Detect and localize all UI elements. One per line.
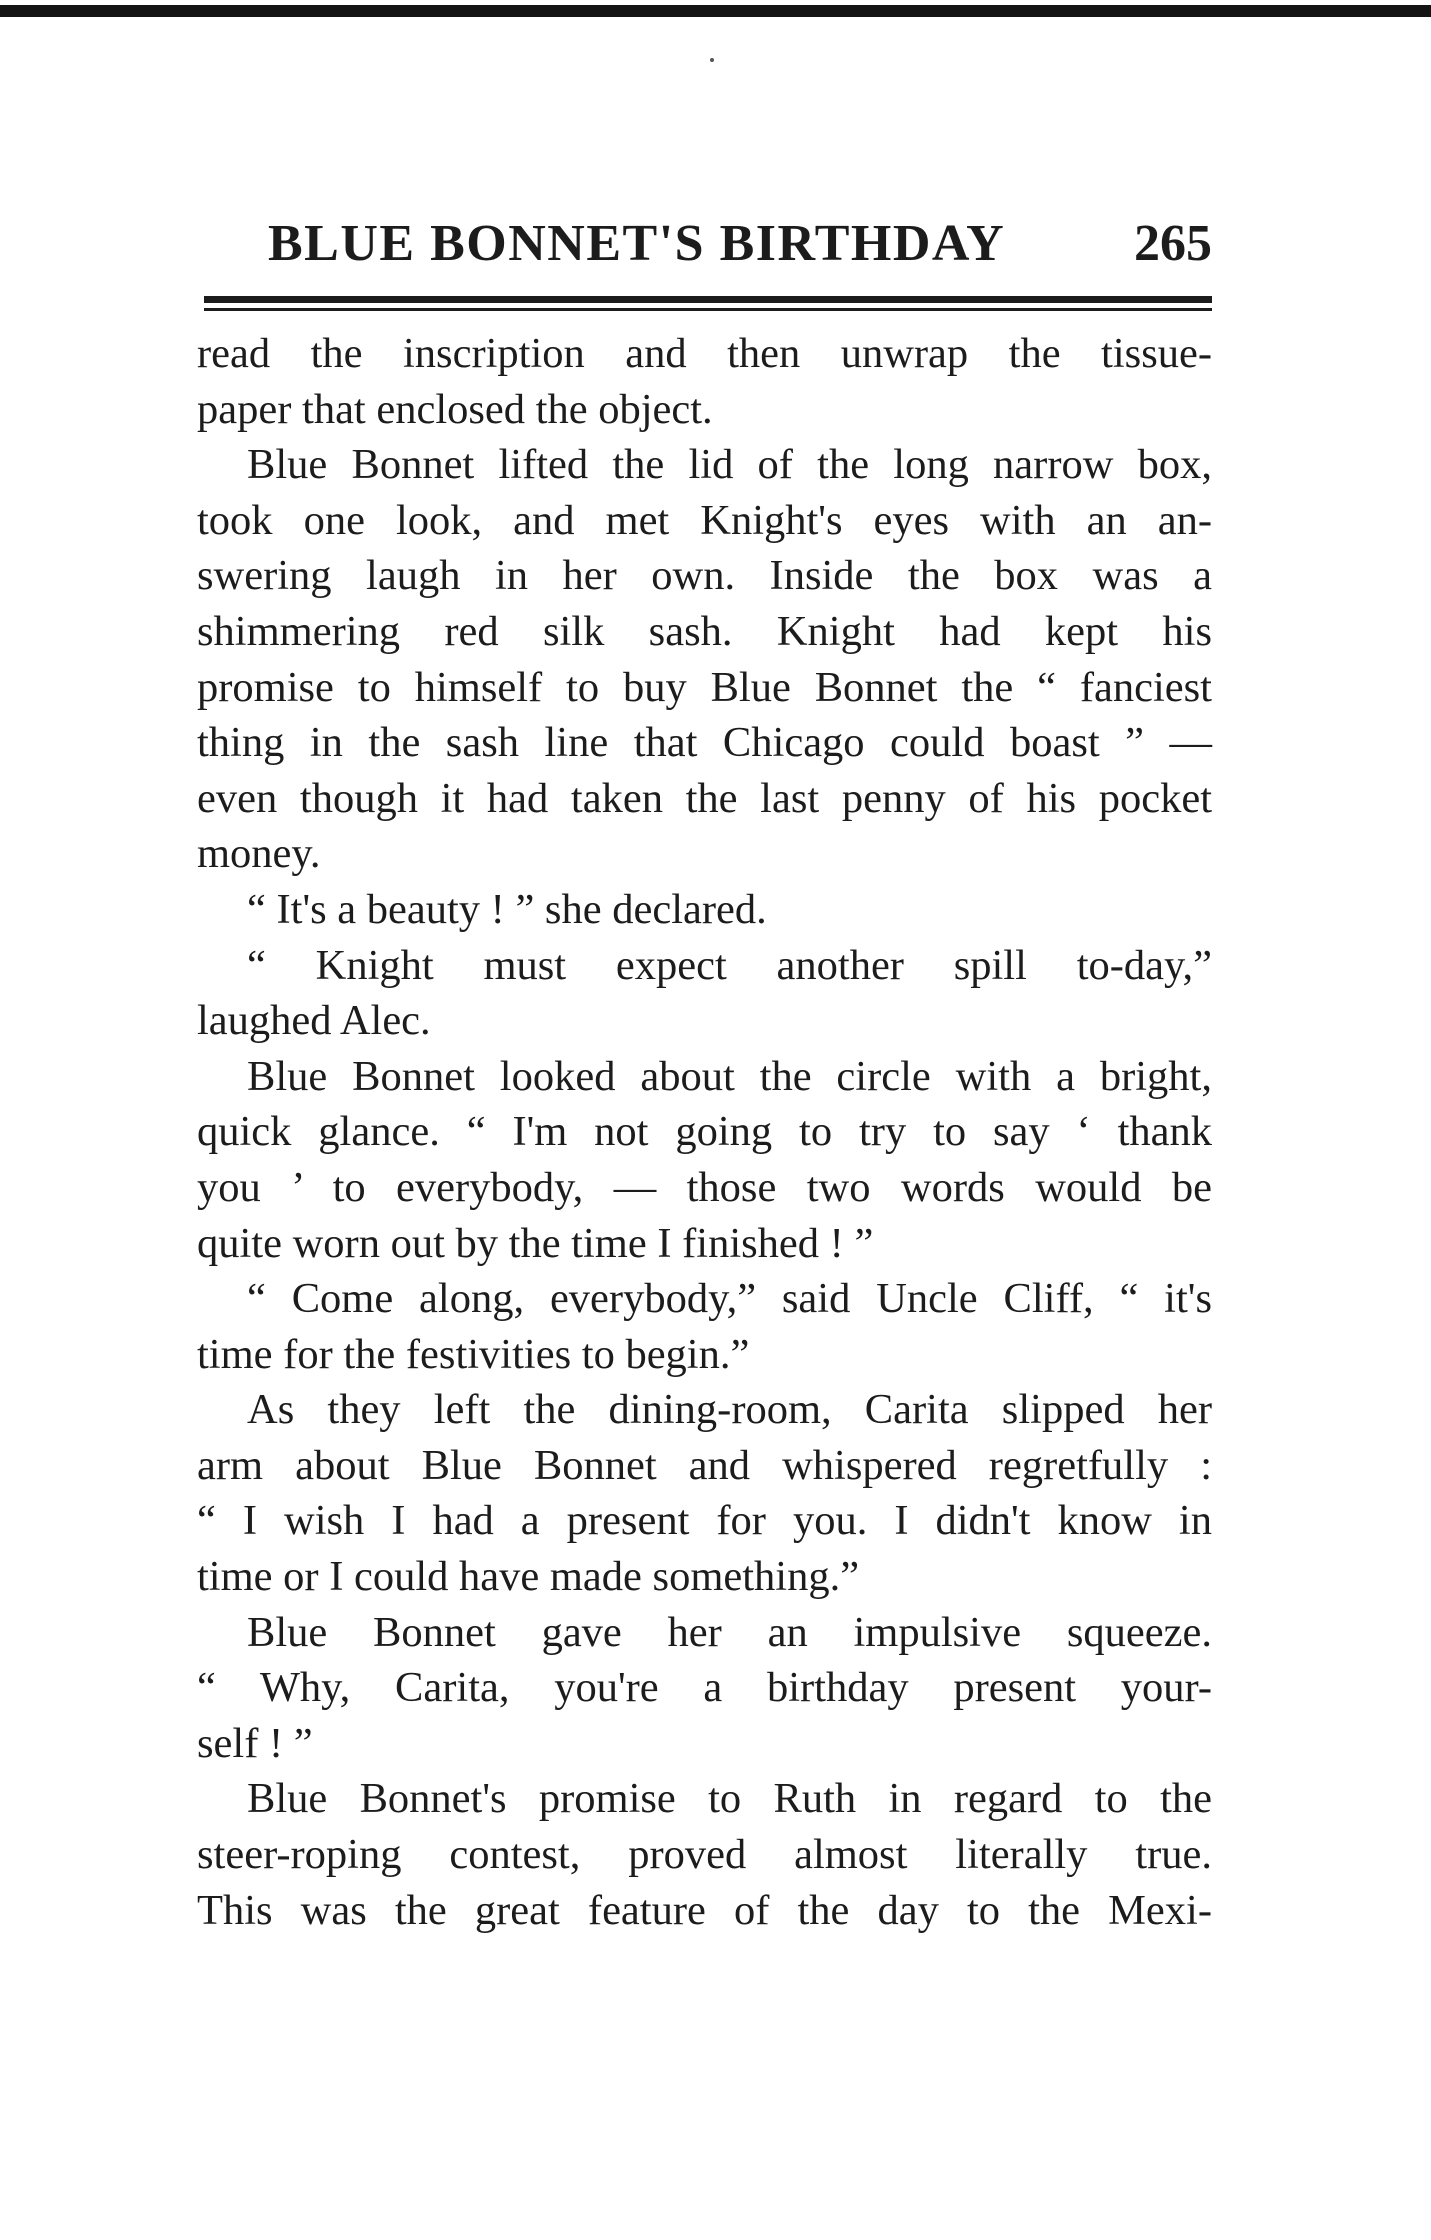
text-line: This was the great feature of the day to the Mexi- bbox=[197, 1886, 1212, 1934]
text-line: “ Why, Carita, you're a birthday present your- bbox=[197, 1664, 1212, 1712]
text-line: Blue Bonnet gave her an impulsive squeeze. bbox=[247, 1608, 1212, 1656]
text-line: money. bbox=[197, 830, 321, 878]
text-line: paper that enclosed the object. bbox=[197, 385, 713, 433]
header-rule-thin bbox=[204, 308, 1212, 311]
text-line: “ Come along, everybody,” said Uncle Cliff, “ it's bbox=[247, 1275, 1212, 1323]
top-scan-border bbox=[0, 5, 1431, 17]
text-line: “ It's a beauty ! ” she declared. bbox=[247, 885, 767, 933]
running-title: BLUE BONNET'S BIRTHDAY bbox=[268, 215, 1006, 272]
text-line: took one look, and met Knight's eyes with an an- bbox=[197, 496, 1212, 544]
text-line: As they left the dining-room, Carita slipped her bbox=[247, 1386, 1212, 1434]
text-line: self ! ” bbox=[197, 1719, 313, 1767]
text-line: Blue Bonnet's promise to Ruth in regard to the bbox=[247, 1775, 1212, 1823]
text-line: swering laugh in her own. Inside the box was a bbox=[197, 552, 1212, 600]
text-line: you ’ to everybody, — those two words would be bbox=[197, 1163, 1212, 1211]
text-line: Blue Bonnet lifted the lid of the long narrow box, bbox=[247, 441, 1212, 489]
text-line: time or I could have made something.” bbox=[197, 1553, 860, 1601]
text-line: “ Knight must expect another spill to-day,” bbox=[247, 941, 1212, 989]
text-line: quite worn out by the time I finished ! ” bbox=[197, 1219, 874, 1267]
scan-speck bbox=[710, 58, 714, 62]
text-line: even though it had taken the last penny of his pocket bbox=[197, 774, 1212, 822]
page-number: 265 bbox=[1134, 215, 1212, 272]
text-line: laughed Alec. bbox=[197, 997, 431, 1045]
text-line: time for the festivities to begin.” bbox=[197, 1330, 750, 1378]
text-line: Blue Bonnet looked about the circle with a bright, bbox=[247, 1052, 1212, 1100]
text-line: arm about Blue Bonnet and whispered regretfully : bbox=[197, 1441, 1212, 1489]
text-line: quick glance. “ I'm not going to try to say ‘ thank bbox=[197, 1108, 1212, 1156]
text-line: shimmering red silk sash. Knight had kept his bbox=[197, 607, 1212, 655]
text-line: “ I wish I had a present for you. I didn't know in bbox=[197, 1497, 1212, 1545]
body-text bbox=[197, 326, 1212, 1938]
page-header bbox=[204, 212, 1212, 282]
text-line: promise to himself to buy Blue Bonnet the “ fanciest bbox=[197, 663, 1212, 711]
text-line: thing in the sash line that Chicago could boast ” — bbox=[197, 719, 1212, 767]
text-line: read the inscription and then unwrap the tissue- bbox=[197, 330, 1212, 377]
header-rule-thick bbox=[204, 296, 1212, 303]
text-line: steer-roping contest, proved almost literally true. bbox=[197, 1831, 1212, 1879]
